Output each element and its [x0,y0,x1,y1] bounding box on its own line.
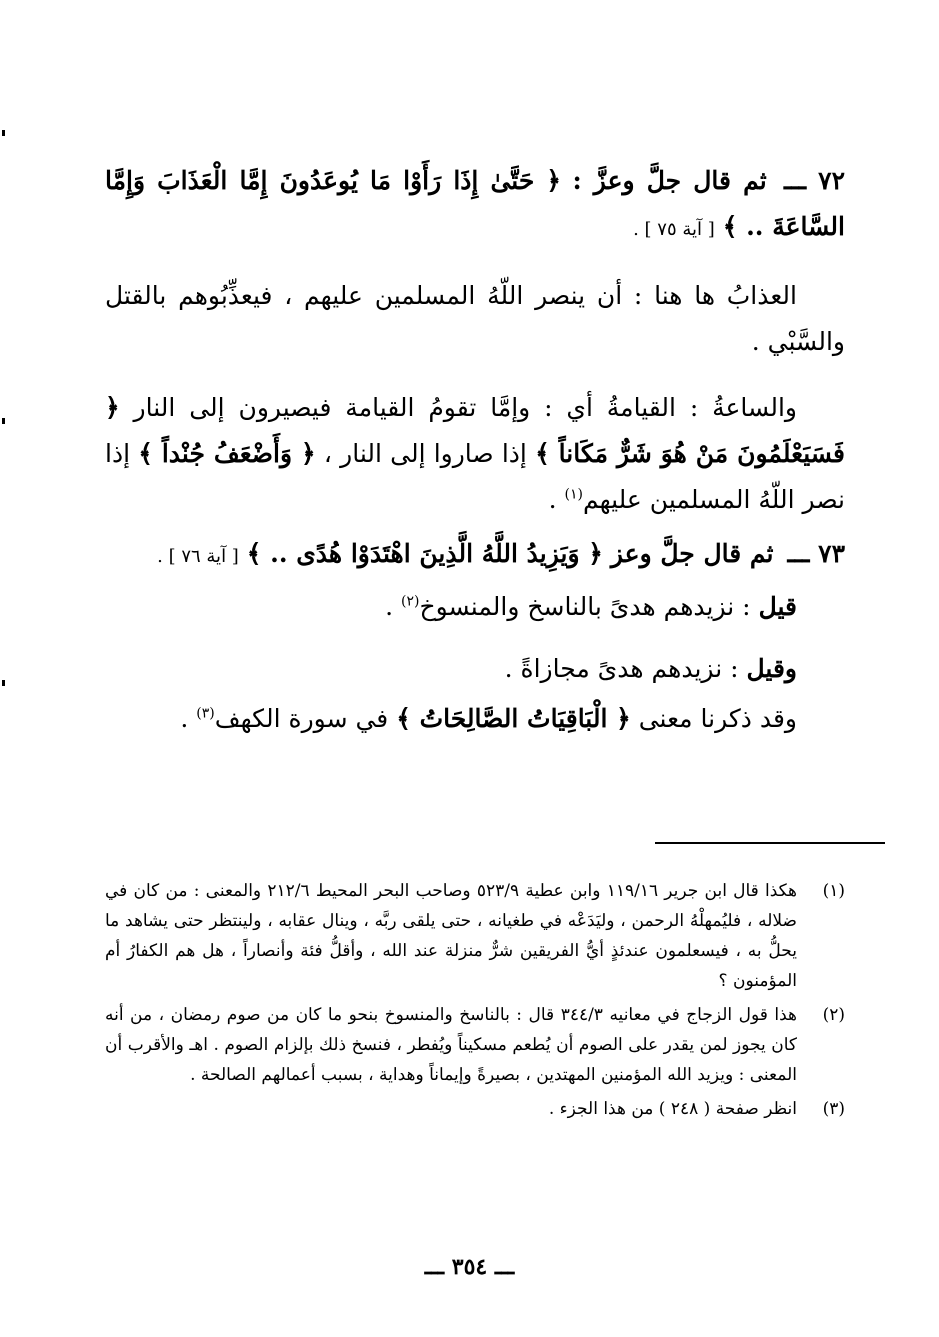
margin-mark [2,418,5,424]
footnote-text: انظر صفحة ( ٢٤٨ ) من هذا الجزء . [548,1099,797,1119]
paragraph-punishment: العذابُ ها هنا : أن ينصر اللّهُ المسلمين عليهم ، فيعذِّبُوهم بالقتل والسَّبْي . [105,281,845,356]
paragraph-hour [105,385,845,523]
section-72 [105,158,845,253]
footnote-ref: (٢) [400,593,420,610]
page-number: ـــ ٣٥٤ ـــ [424,1254,515,1280]
section-number: ٧٢ ـــ [784,166,845,195]
text-span: : نزيدهم هدىً بالناسخ والمنسوخ [419,592,759,621]
quran-verse: ﴿ وَأَضْعَفُ جُنْداً ﴾ [138,439,316,468]
text-span: وقد ذكرنا معنى [638,704,797,733]
text-span: . [180,704,197,733]
footnote-number: (٣) [822,1099,845,1119]
text-span: في سورة الكهف [214,704,389,733]
verse-reference: [ آية ٧٦ ] . [157,546,239,567]
text-span: إذا صاروا إلى النار ، [323,439,527,468]
footnote-text: هكذا قال ابن جرير ١١٩/١٦ وابن عطية ٥٢٣/٩ وصاحب البحر المحيط ٢١٢/٦ والمعنى : من كان في ضلاله ، فليُمهلْهُ الرحمن ، وليَدَعْه في طغيانه ، حتى يلقى ربَّه ، وينال عقابه ، ولينتظر حتى يشاهد ما يحلُّ به ، فيسعلمون عندئذٍ أيُّ الفريقين شرٌّ منزلة عند الله ، وأقلُّ فئة وأنصاراً ، هل هم الكفارُ أم المؤمنون ؟ [105,881,797,991]
opinion-1 [105,584,845,630]
footnote-number: (٢) [822,1005,845,1025]
footnote [105,1094,845,1124]
section-intro: ثم قال جلَّ وعزَّ : [572,166,767,195]
paragraph-kahf [105,696,845,742]
opinion-label: قيل [758,592,797,621]
margin-mark [2,680,5,686]
footnote [105,1000,845,1090]
footnote [105,876,845,996]
margin-mark [2,130,5,136]
footnote-ref: (٣) [196,705,215,722]
quran-verse: ﴿ فَسَيَعْلَمُونَ مَنْ هُوَ شَرٌّ مَكَاناً ﴾ [105,393,846,468]
footnote-number: (١) [822,881,845,901]
text-span: : نزيدهم هدىً مجازاةً . [504,654,747,683]
section-intro: ثم قال جلَّ وعز [610,539,774,568]
text-span: . [385,592,401,621]
footnote-ref: (١) [564,486,583,503]
text-span: . [548,485,565,514]
opinion-2 [105,646,845,692]
section-73 [105,531,845,580]
section-number: ٧٣ ـــ [787,539,845,568]
footnote-text: هذا قول الزجاج في معانيه ٣٤٤/٣ قال : بالناسخ والمنسوخ بنحو ما كان من صوم رمضان ، من أنه كان يجوز لمن يقدر على الصوم أن يُطعم مسكيناً ويُفطر ، فنسخ ذلك بإلزام الصوم . اهـ والأقرب أن المعنى : ويزيد الله المؤمنين المهتدين ، بصيرةً وإيماناً وهداية ، بسبب أعمالهم الصالحة . [105,1005,797,1085]
text-span: والساعةُ : القيامةُ أي : وإمَّا تقومُ القيامة فيصيرون إلى النار [133,393,797,422]
quran-verse: ﴿ حَتَّىٰ إِذَا رَأَوْا مَا يُوعَدُونَ إِمَّا الْعَذَابَ وَإِمَّا السَّاعَةَ .. ﴾ [105,166,845,241]
quran-verse: ﴿ الْبَاقِيَاتُ الصَّالِحَاتُ ﴾ [396,704,631,733]
opinion-label: وقيل [746,654,797,683]
footnotes [105,876,845,1128]
text-span: إذا نصر اللّهُ المسلمين عليهم [105,439,845,514]
quran-verse: ﴿ وَيَزِيدُ اللَّهُ الَّذِينَ اهْتَدَوْا هُدًى .. ﴾ [246,539,603,568]
main-text [105,150,845,742]
verse-reference: [ آية ٧٥ ] . [633,219,715,240]
footnote-divider [655,842,885,844]
